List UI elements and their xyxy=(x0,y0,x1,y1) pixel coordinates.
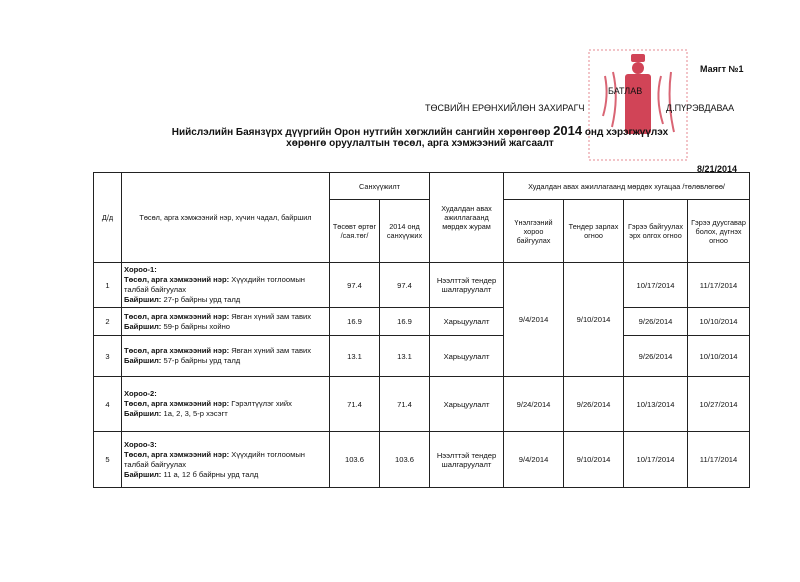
row-2014: 103.6 xyxy=(380,432,430,488)
row-budget: 13.1 xyxy=(330,336,380,377)
header-estimate: Үнэлгээний хороо байгуулах xyxy=(504,200,564,263)
location-label: Байршил: xyxy=(124,321,162,331)
header-2014: 2014 онд санхүүжих xyxy=(380,200,430,263)
row-tender: 9/10/2014 xyxy=(564,432,624,488)
row-name: Хүүхдийн тоглоомын талбай байгуулах xyxy=(124,449,305,469)
row-finish: 11/17/2014 xyxy=(688,432,750,488)
row-no: 2 xyxy=(94,308,122,336)
row-2014: 71.4 xyxy=(380,377,430,432)
header-finish: Гэрээ дуусгавар болох, дүгнэх огноо xyxy=(688,200,750,263)
name-label: Төсөл, арга хэмжээний нэр: xyxy=(124,346,230,355)
row-name: Хүүхдийн тоглоомын талбай байгуулах xyxy=(124,275,305,294)
document-title-line1 xyxy=(90,123,750,138)
row-location: 1а, 2, 3, 5-р хэсэгт xyxy=(163,409,228,418)
location-label: Байршил: xyxy=(124,295,162,304)
row-name: Явган хүний зам тавих xyxy=(231,311,312,321)
document-date: 8/21/2014 xyxy=(697,164,738,174)
row-estimate: 9/4/2014 xyxy=(504,432,564,488)
title-part2: онд хэрэгжүүлэх xyxy=(584,127,669,138)
location-label: Байршил: xyxy=(124,356,162,365)
table-row xyxy=(94,432,750,488)
row-method: Нээлттэй тендер шалгаруулалт xyxy=(430,432,504,488)
row-method: Нээлттэй тендер шалгаруулалт xyxy=(430,263,504,308)
row-location: 59-р байрны хойно xyxy=(163,321,230,331)
row-contract: 10/17/2014 xyxy=(624,263,688,308)
row-contract: 10/13/2014 xyxy=(624,377,688,432)
approver-name: Д.ПҮРЭВДАВАА xyxy=(666,103,735,113)
row-no: 1 xyxy=(94,263,122,308)
name-label: Төсөл, арга хэмжээний нэр: xyxy=(124,275,230,284)
location-label: Байршил: xyxy=(124,469,162,479)
table-row xyxy=(94,263,750,308)
row-budget: 103.6 xyxy=(330,432,380,488)
row-contract: 9/26/2014 xyxy=(624,336,688,377)
table-row xyxy=(94,336,750,377)
name-label: Төсөл, арга хэмжээний нэр: xyxy=(124,399,230,408)
row-finish: 10/27/2014 xyxy=(688,377,750,432)
row-method: Харьцуулалт xyxy=(430,308,504,336)
table-header-row xyxy=(94,173,750,200)
header-method: Худалдан авах ажиллагаанд мөрдөх журам xyxy=(430,173,504,263)
row-budget: 16.9 xyxy=(330,308,380,336)
row-no: 4 xyxy=(94,377,122,432)
row-contract: 10/17/2014 xyxy=(624,432,688,488)
row-method: Харьцуулалт xyxy=(430,336,504,377)
table-row xyxy=(94,377,750,432)
row-khoroo: Хороо-2: xyxy=(124,389,157,398)
row-no: 5 xyxy=(94,432,122,488)
name-label: Төсөл, арга хэмжээний нэр: xyxy=(124,311,230,321)
header-contract: Гэрээ байгуулах эрх олгох огноо xyxy=(624,200,688,263)
header-no: Д/д xyxy=(94,173,122,263)
merged-tender: 9/10/2014 xyxy=(564,263,624,377)
table-row xyxy=(94,308,750,336)
projects-table xyxy=(93,172,750,488)
row-2014: 97.4 xyxy=(380,263,430,308)
title-year: 2014 xyxy=(553,123,583,138)
row-location: 57-р байрны урд талд xyxy=(163,356,241,365)
row-finish: 10/10/2014 xyxy=(688,336,750,377)
form-number: Маягт №1 xyxy=(700,64,744,74)
header-tender: Тендер зарлах огноо xyxy=(564,200,624,263)
row-khoroo: Хороо-1: xyxy=(124,265,157,274)
row-budget: 97.4 xyxy=(330,263,380,308)
document-title-line2: хөрөнгө оруулалтын төсөл, арга хэмжээний жагсаалт xyxy=(286,138,554,149)
row-location: 11 а, 12 б байрны урд талд xyxy=(163,469,259,479)
row-contract: 9/26/2014 xyxy=(624,308,688,336)
row-finish: 11/17/2014 xyxy=(688,263,750,308)
row-estimate: 9/24/2014 xyxy=(504,377,564,432)
approve-label: БАТЛАВ xyxy=(608,86,643,96)
row-method: Харьцуулалт xyxy=(430,377,504,432)
header-project: Төсөл, арга хэмжээний нэр, хүчин чадал, байршил xyxy=(122,173,330,263)
row-2014: 16.9 xyxy=(380,308,430,336)
row-location: 27-р байрны урд талд xyxy=(163,295,241,304)
header-finance: Санхүүжилт xyxy=(330,173,430,200)
row-name: Гэрэлтүүлэг хийх xyxy=(231,399,292,408)
row-project xyxy=(122,377,330,432)
row-project xyxy=(122,336,330,377)
row-project xyxy=(122,432,330,488)
header-schedule: Худалдан авах ажиллагаанд мөрдөх хугацаа /төлөвлөгөө/ xyxy=(504,173,750,200)
row-khoroo: Хороо-3: xyxy=(124,439,157,449)
merged-estimate: 9/4/2014 xyxy=(504,263,564,377)
approver-title: ТӨСВИЙН ЕРӨНХИЙЛӨН ЗАХИРАГЧ xyxy=(425,103,585,113)
header-budget: Төсөвт өртөг /сая.төг/ xyxy=(330,200,380,263)
row-name: Явган хүний зам тавих xyxy=(231,346,312,355)
row-finish: 10/10/2014 xyxy=(688,308,750,336)
name-label: Төсөл, арга хэмжээний нэр: xyxy=(124,449,230,459)
title-part1: Нийслэлийн Баянзүрх дүүргийн Орон нутгийн хөгжлийн сангийн хөрөнгөөр xyxy=(171,127,551,138)
row-no: 3 xyxy=(94,336,122,377)
row-project xyxy=(122,263,330,308)
row-tender: 9/26/2014 xyxy=(564,377,624,432)
row-2014: 13.1 xyxy=(380,336,430,377)
row-budget: 71.4 xyxy=(330,377,380,432)
row-project xyxy=(122,308,330,336)
location-label: Байршил: xyxy=(124,409,162,418)
